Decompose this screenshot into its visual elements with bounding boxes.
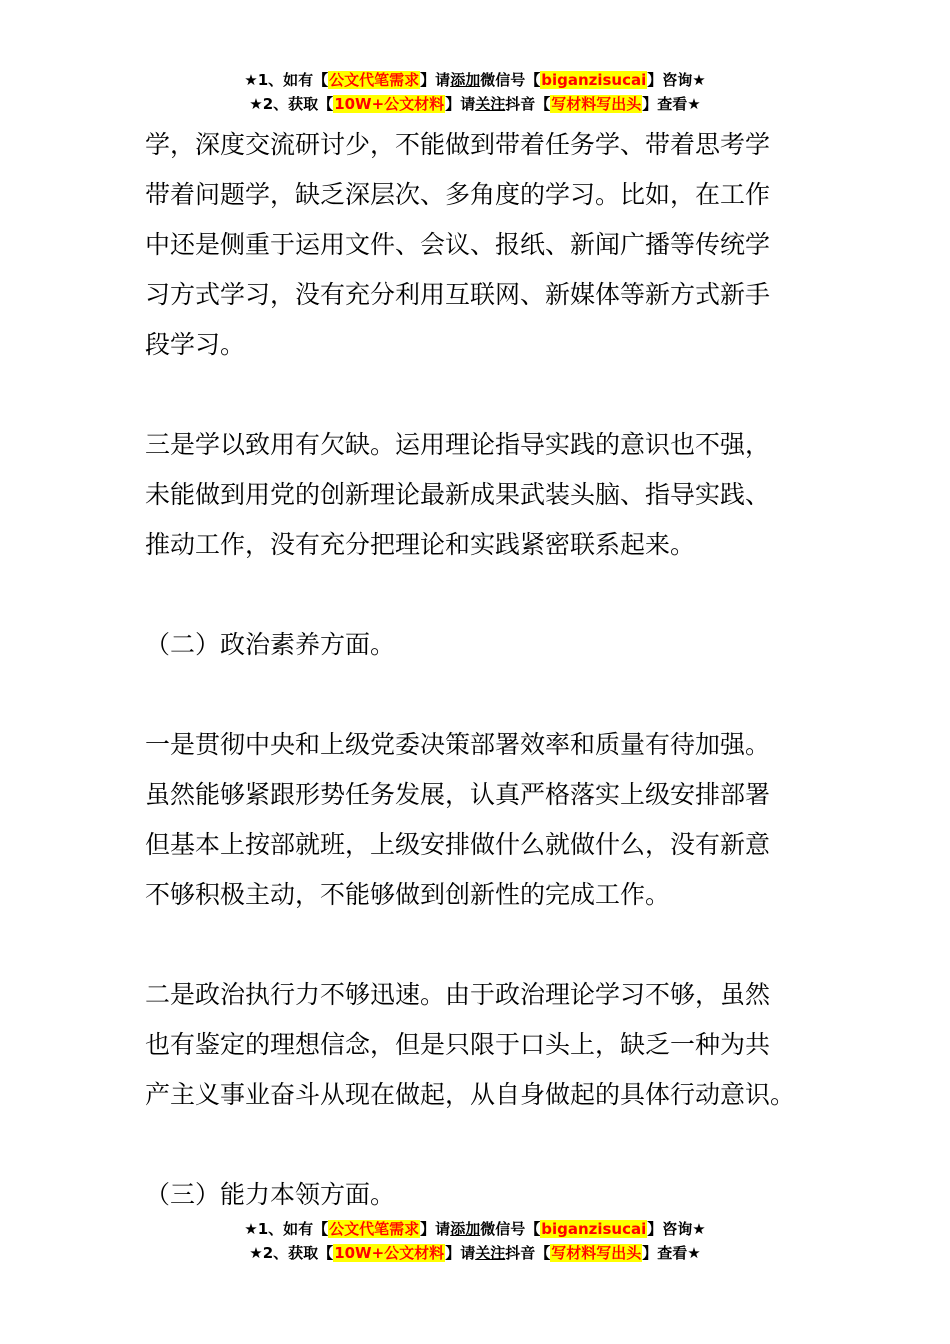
banner-highlight: biganzisucai <box>541 71 647 89</box>
banner-highlight: 公文代笔需求 <box>329 1220 420 1238</box>
text-line: 但基本上按部就班，上级安排做什么就做什么，没有新意 <box>145 830 771 859</box>
banner-text: 】咨询★ <box>647 1220 706 1238</box>
banner-text: 抖音【 <box>505 95 551 113</box>
banner-text: ★2、获取【 <box>249 1244 334 1262</box>
paragraph-gap <box>145 370 815 420</box>
banner-highlight: 10W+公文材料 <box>334 95 445 113</box>
banner-text: 】请 <box>445 1244 476 1262</box>
banner-highlight: 公文代笔需求 <box>329 71 420 89</box>
text-line: 学，深度交流研讨少，不能做到带着任务学、带着思考学 <box>145 130 771 159</box>
banner-line-2 <box>0 92 950 116</box>
banner-text: 】咨询★ <box>647 71 706 89</box>
text-line: 产主义事业奋斗从现在做起，从自身做起的具体行动意识。 <box>145 1080 796 1109</box>
banner-text: 】请 <box>445 95 476 113</box>
banner-highlight: 10W+公文材料 <box>334 1244 445 1262</box>
paragraph-execution <box>145 970 815 1120</box>
banner-text: ★1、如有【 <box>244 1220 329 1238</box>
text-line: 一是贯彻中央和上级党委决策部署效率和质量有待加强。 <box>145 730 771 759</box>
footer-banner <box>0 1217 950 1265</box>
text-line: 虽然能够紧跟形势任务发展，认真严格落实上级安排部署 <box>145 780 771 809</box>
text-line: 未能做到用党的创新理论最新成果武装头脑、指导实践、 <box>145 480 771 509</box>
paragraph-gap <box>145 670 815 720</box>
paragraph-apply-learning <box>145 420 815 570</box>
text-line: 推动工作，没有充分把理论和实践紧密联系起来。 <box>145 530 696 559</box>
paragraph-study-method <box>145 120 815 370</box>
text-line: 三是学以致用有欠缺。运用理论指导实践的意识也不强， <box>145 430 771 459</box>
banner-text: 】请 <box>420 71 451 89</box>
banner-text: 】查看★ <box>642 1244 701 1262</box>
banner-text: ★1、如有【 <box>244 71 329 89</box>
text-line: 段学习。 <box>145 330 246 359</box>
paragraph-gap <box>145 1120 815 1170</box>
banner-line-2 <box>0 1241 950 1265</box>
banner-highlight: biganzisucai <box>541 1220 647 1238</box>
text-line: 也有鉴定的理想信念，但是只限于口头上，缺乏一种为共 <box>145 1030 771 1059</box>
text-line: 习方式学习，没有充分利用互联网、新媒体等新方式新手 <box>145 280 771 309</box>
banner-highlight: 写材料写出头 <box>551 95 642 113</box>
banner-text: 】查看★ <box>642 95 701 113</box>
banner-underlined: 关注 <box>475 1244 506 1262</box>
paragraph-gap <box>145 570 815 620</box>
banner-text: 微信号【 <box>480 71 541 89</box>
section-heading-ability: （三）能力本领方面。 <box>145 1180 396 1209</box>
banner-underlined: 关注 <box>475 95 506 113</box>
text-line: 二是政治执行力不够迅速。由于政治理论学习不够，虽然 <box>145 980 771 1009</box>
banner-text: ★2、获取【 <box>249 95 334 113</box>
banner-text: 抖音【 <box>505 1244 551 1262</box>
banner-line-1 <box>0 68 950 92</box>
banner-line-1 <box>0 1217 950 1241</box>
header-banner <box>0 68 950 116</box>
paragraph-gap <box>145 920 815 970</box>
paragraph-implementation <box>145 720 815 920</box>
text-line: 不够积极主动，不能够做到创新性的完成工作。 <box>145 880 671 909</box>
banner-underlined: 添加 <box>450 1220 481 1238</box>
text-line: 中还是侧重于运用文件、会议、报纸、新闻广播等传统学 <box>145 230 771 259</box>
text-line: 带着问题学，缺乏深层次、多角度的学习。比如，在工作 <box>145 180 771 209</box>
section-heading-political: （二）政治素养方面。 <box>145 630 396 659</box>
document-body <box>145 120 815 1220</box>
banner-text: 微信号【 <box>480 1220 541 1238</box>
banner-underlined: 添加 <box>450 71 481 89</box>
banner-text: 】请 <box>420 1220 451 1238</box>
banner-highlight: 写材料写出头 <box>551 1244 642 1262</box>
